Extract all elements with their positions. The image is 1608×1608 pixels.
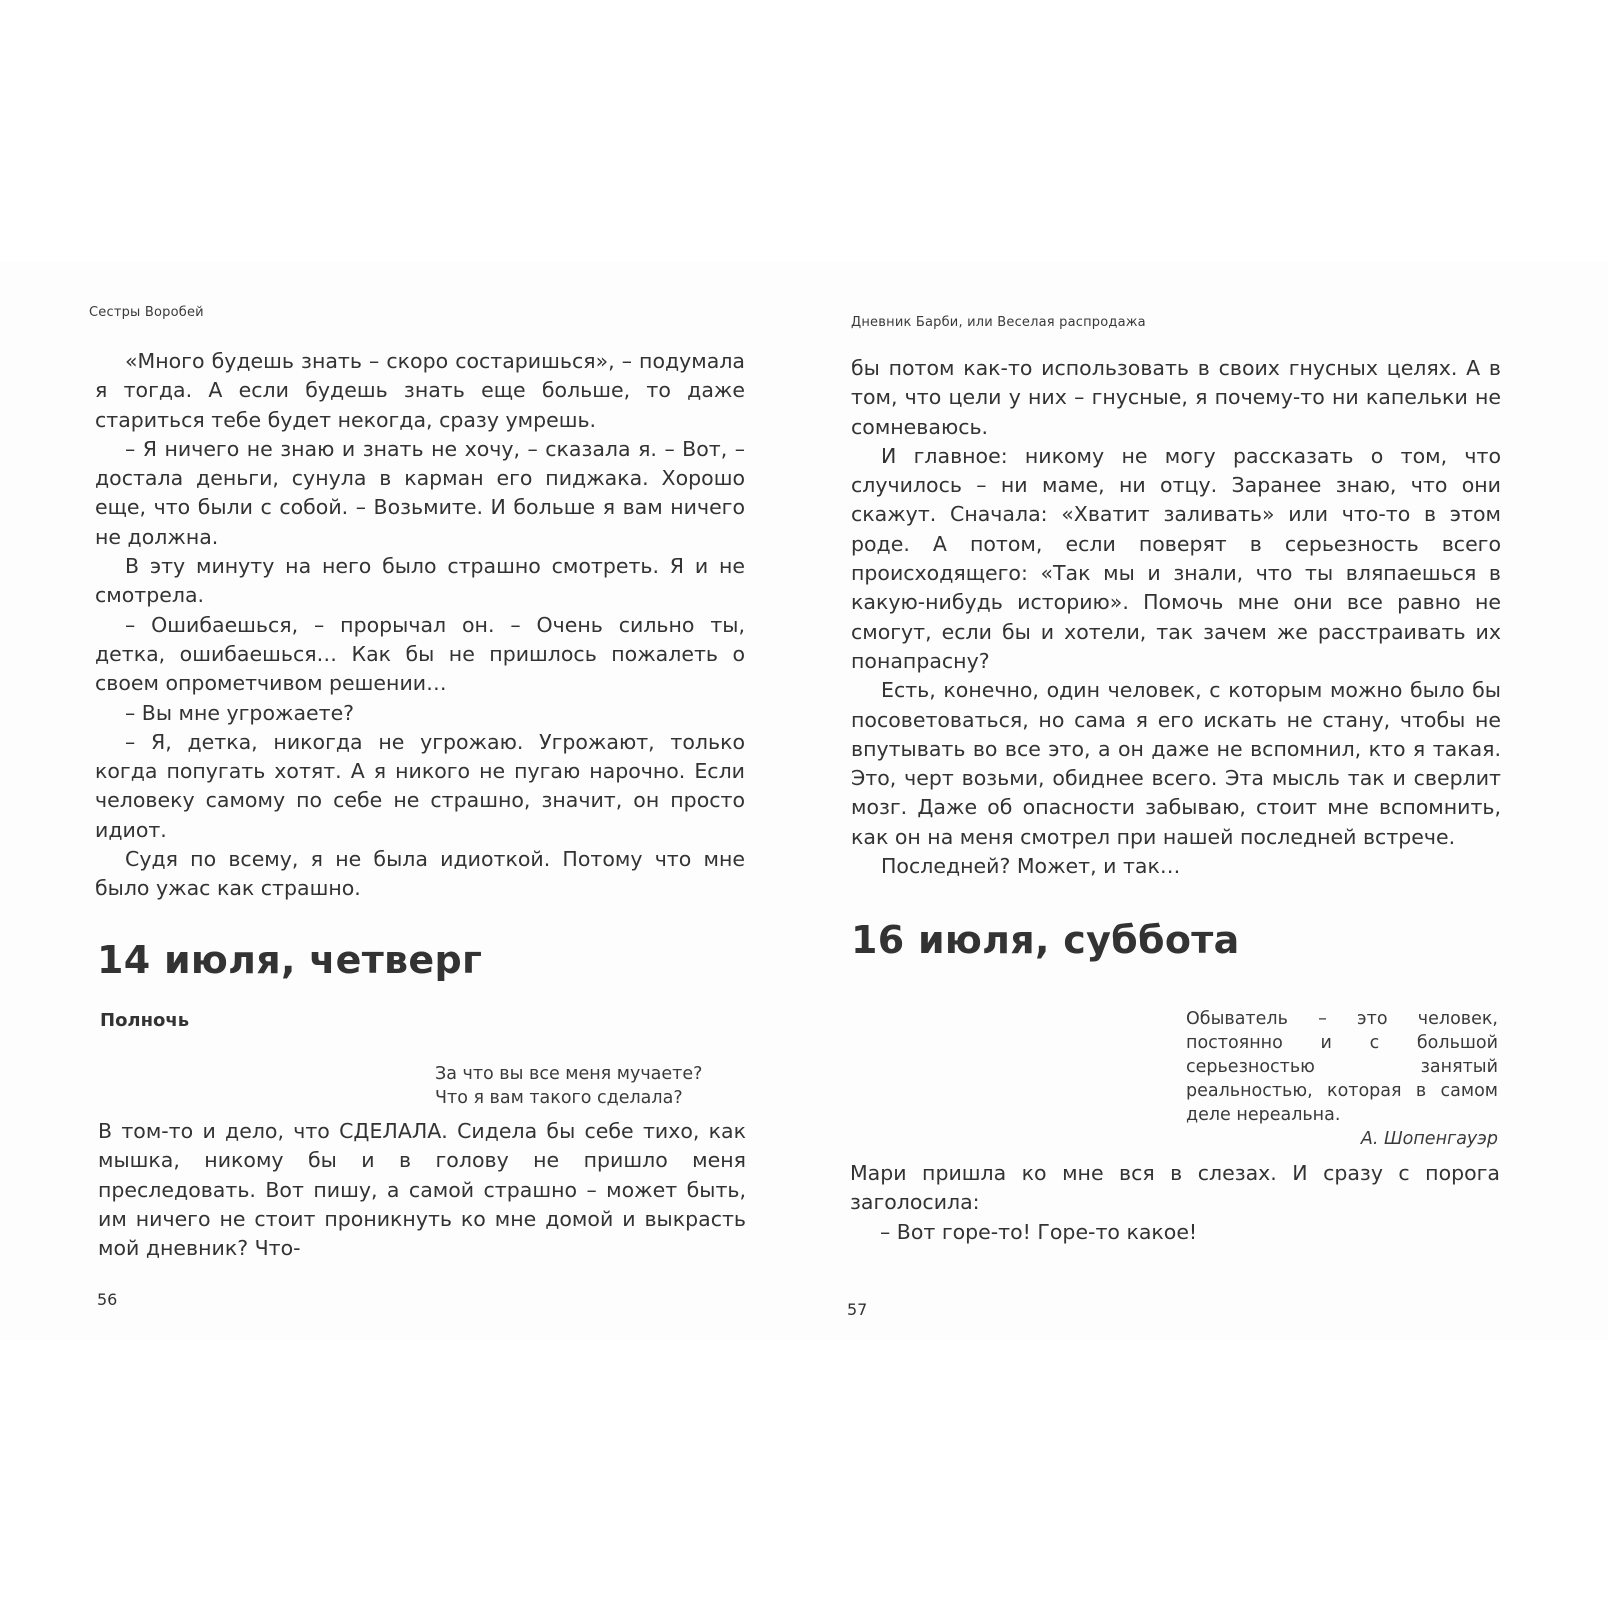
epigraph	[1186, 1007, 1498, 1151]
chapter-subtitle: Полночь	[100, 1010, 190, 1031]
running-head-left: Сестры Воробей	[89, 305, 204, 320]
paragraph: «Много будешь знать – скоро состаришься», – подумала я тогда. А если будешь знать еще больше, то даже стариться тебе будет некогда, сразу умрешь.	[95, 349, 745, 432]
page-number: 56	[97, 1290, 118, 1309]
paragraph: Последней? Может, и так…	[881, 854, 1181, 879]
right-lower-text	[850, 1159, 1500, 1247]
paragraph: – Ошибаешься, – прорычал он. – Очень сильно ты, детка, ошибаешься… Как бы не пришлось пожалеть о своем опрометчивом решении…	[95, 612, 745, 696]
paragraph: – Вы мне угрожаете?	[125, 700, 355, 725]
left-lower-text	[98, 1117, 746, 1263]
epigraph-line: Что я вам такого сделала?	[435, 1088, 683, 1108]
paragraph: бы потом как-то использовать в своих гнусных целях. А в том, что цели у них – гнусные, я почему-то ни капельки не сомневаюсь.	[851, 356, 1501, 439]
right-top-text	[851, 354, 1501, 881]
left-top-text	[95, 347, 745, 904]
page-number: 57	[847, 1300, 868, 1319]
paragraph: Судя по всему, я не была идиоткой. Потому что мне было ужас как страшно.	[95, 847, 745, 901]
paragraph: – Я ничего не знаю и знать не хочу, – сказала я. – Вот, – достала деньги, сунула в карман его пиджака. Хорошо еще, что были с собой. – Возьмите. И больше я вам ничего не должна.	[95, 436, 745, 549]
epigraph	[435, 1062, 755, 1110]
paragraph: В эту минуту на него было страшно смотреть. Я и не смотрела.	[95, 554, 745, 608]
paragraph: И главное: никому не могу рассказать о том, что случилось – ни маме, ни отцу. Заранее знаю, что они скажут. Сначала: «Хватит заливать» или что-то в этом роде. А потом, если поверят в серьезность всего происходящего: «Так мы и знали, что ты вляпаешься в какую-нибудь историю». Помочь мне они все равно не смогут, если бы и хотели, так зачем же расстраивать их понапрасну?	[851, 443, 1501, 673]
chapter-title: 14 июля, четверг	[97, 938, 483, 982]
epigraph-line: За что вы все меня мучаете?	[435, 1064, 703, 1084]
epigraph-quote: Обыватель – это человек, постоянно и с большой серьезностью занятый реальностью, которая в самом деле нереальна.	[1186, 1009, 1498, 1125]
paragraph: – Вот горе-то! Горе-то какое!	[880, 1219, 1198, 1244]
paragraph: В том-то и дело, что СДЕЛАЛА. Сидела бы себе тихо, как мышка, никому бы и в голову не пришло меня преследовать. Вот пишу, а самой страшно – может быть, им ничего не стоит проникнуть ко мне домой и выкрасть мой дневник? Что-	[98, 1119, 746, 1261]
right-page	[800, 262, 1608, 1340]
book-spread	[0, 262, 1608, 1340]
left-page	[0, 262, 800, 1340]
paragraph: Есть, конечно, один человек, с которым можно было бы посоветоваться, но сама я его искать не стану, чтобы не впутывать во все это, а он даже не вспомнил, кто я такая. Это, черт возьми, обиднее всего. Эта мысль так и сверлит мозг. Даже об опасности забываю, стоит мне вспомнить, как он на меня смотрел при нашей последней встрече.	[851, 678, 1501, 849]
paragraph: Мари пришла ко мне вся в слезах. И сразу с порога заголосила:	[850, 1161, 1500, 1215]
paragraph: – Я, детка, никогда не угрожаю. Угрожают, только когда попугать хотят. А я никого не пугаю нарочно. Если человеку самому по себе не страшно, значит, он просто идиот.	[95, 729, 745, 842]
epigraph-author: А. Шопенгауэр	[1360, 1129, 1498, 1149]
running-head-right: Дневник Барби, или Веселая распродажа	[851, 315, 1146, 330]
chapter-title: 16 июля, суббота	[851, 918, 1240, 962]
